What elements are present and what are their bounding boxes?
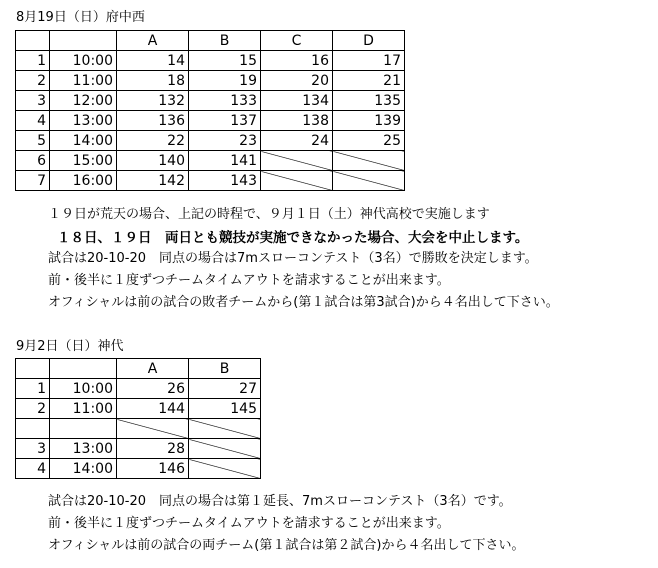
blank-header-cell bbox=[16, 31, 50, 51]
game-number-cell: 28 bbox=[117, 439, 189, 459]
game-number-cell: 15 bbox=[189, 51, 261, 71]
schedule-table-1 bbox=[15, 30, 405, 191]
game-number-cell: 139 bbox=[333, 111, 405, 131]
note-line: 前・後半に１度ずつチームタイムアウトを請求することが出来ます。 bbox=[48, 273, 450, 288]
match-number-cell: 4 bbox=[16, 459, 50, 479]
note-line: 前・後半に１度ずつチームタイムアウトを請求することが出来ます。 bbox=[48, 516, 450, 531]
empty-slashed-cell bbox=[117, 419, 189, 439]
blank-header-cell bbox=[50, 31, 117, 51]
empty-slashed-cell bbox=[261, 151, 333, 171]
game-number-cell: 137 bbox=[189, 111, 261, 131]
game-number-cell: 140 bbox=[117, 151, 189, 171]
table-row bbox=[16, 91, 405, 111]
game-number-cell: 138 bbox=[261, 111, 333, 131]
game-number-cell: 19 bbox=[189, 71, 261, 91]
game-number-cell: 14 bbox=[117, 51, 189, 71]
game-number-cell: 133 bbox=[189, 91, 261, 111]
empty-slashed-cell bbox=[189, 459, 261, 479]
game-number-cell: 25 bbox=[333, 131, 405, 151]
blank-header-cell bbox=[50, 359, 117, 379]
table-row bbox=[16, 71, 405, 91]
time-cell: 11:00 bbox=[50, 71, 117, 91]
time-cell: 13:00 bbox=[50, 111, 117, 131]
column-header: C bbox=[261, 31, 333, 51]
match-number-cell bbox=[16, 419, 50, 439]
match-number-cell: 1 bbox=[16, 379, 50, 399]
empty-slashed-cell bbox=[189, 439, 261, 459]
table-row bbox=[16, 459, 261, 479]
column-header: A bbox=[117, 359, 189, 379]
match-number-cell: 2 bbox=[16, 399, 50, 419]
game-number-cell: 22 bbox=[117, 131, 189, 151]
match-number-cell: 6 bbox=[16, 151, 50, 171]
header-row bbox=[16, 359, 261, 379]
game-number-cell: 144 bbox=[117, 399, 189, 419]
header-row bbox=[16, 31, 405, 51]
match-number-cell: 5 bbox=[16, 131, 50, 151]
schedule-table-2 bbox=[15, 358, 261, 479]
time-cell: 12:00 bbox=[50, 91, 117, 111]
note-line: １８日、１９日 両日とも競技が実施できなかった場合、大会を中止します。 bbox=[57, 230, 529, 246]
note-line: 試合は20-10-20 同点の場合は7mスローコンテスト（3名）で勝敗を決定します。 bbox=[48, 251, 538, 266]
game-number-cell: 23 bbox=[189, 131, 261, 151]
match-number-cell: 1 bbox=[16, 51, 50, 71]
game-number-cell: 27 bbox=[189, 379, 261, 399]
game-number-cell: 145 bbox=[189, 399, 261, 419]
column-header: A bbox=[117, 31, 189, 51]
note-line: オフィシャルは前の試合の敗者チームから(第１試合は第3試合)から４名出して下さい。 bbox=[48, 295, 559, 310]
game-number-cell: 134 bbox=[261, 91, 333, 111]
time-cell: 13:00 bbox=[50, 439, 117, 459]
game-number-cell: 18 bbox=[117, 71, 189, 91]
game-number-cell: 146 bbox=[117, 459, 189, 479]
time-cell bbox=[50, 419, 117, 439]
time-cell: 16:00 bbox=[50, 171, 117, 191]
table-row bbox=[16, 51, 405, 71]
match-number-cell: 3 bbox=[16, 91, 50, 111]
time-cell: 14:00 bbox=[50, 131, 117, 151]
time-cell: 15:00 bbox=[50, 151, 117, 171]
section1-title: 8月19日（日）府中西 bbox=[16, 10, 145, 25]
empty-slashed-cell bbox=[333, 151, 405, 171]
table-row bbox=[16, 131, 405, 151]
game-number-cell: 26 bbox=[117, 379, 189, 399]
game-number-cell: 141 bbox=[189, 151, 261, 171]
time-cell: 14:00 bbox=[50, 459, 117, 479]
game-number-cell: 132 bbox=[117, 91, 189, 111]
note-line: オフィシャルは前の試合の両チーム(第１試合は第２試合)から４名出して下さい。 bbox=[48, 538, 525, 553]
column-header: B bbox=[189, 359, 261, 379]
section2-title: 9月2日（日）神代 bbox=[16, 339, 124, 354]
match-number-cell: 7 bbox=[16, 171, 50, 191]
game-number-cell: 17 bbox=[333, 51, 405, 71]
game-number-cell: 136 bbox=[117, 111, 189, 131]
table-row bbox=[16, 419, 261, 439]
game-number-cell: 24 bbox=[261, 131, 333, 151]
game-number-cell: 16 bbox=[261, 51, 333, 71]
note-line: １９日が荒天の場合、上記の時程で、９月１日（土）神代高校で実施します bbox=[48, 207, 490, 222]
match-number-cell: 2 bbox=[16, 71, 50, 91]
time-cell: 10:00 bbox=[50, 379, 117, 399]
table-row bbox=[16, 111, 405, 131]
match-number-cell: 4 bbox=[16, 111, 50, 131]
empty-slashed-cell bbox=[261, 171, 333, 191]
empty-slashed-cell bbox=[333, 171, 405, 191]
time-cell: 10:00 bbox=[50, 51, 117, 71]
blank-header-cell bbox=[16, 359, 50, 379]
table-row bbox=[16, 399, 261, 419]
match-number-cell: 3 bbox=[16, 439, 50, 459]
game-number-cell: 142 bbox=[117, 171, 189, 191]
game-number-cell: 21 bbox=[333, 71, 405, 91]
table-row bbox=[16, 379, 261, 399]
table-row bbox=[16, 171, 405, 191]
column-header: B bbox=[189, 31, 261, 51]
empty-slashed-cell bbox=[189, 419, 261, 439]
game-number-cell: 143 bbox=[189, 171, 261, 191]
table-row bbox=[16, 151, 405, 171]
time-cell: 11:00 bbox=[50, 399, 117, 419]
column-header: D bbox=[333, 31, 405, 51]
game-number-cell: 20 bbox=[261, 71, 333, 91]
table-row bbox=[16, 439, 261, 459]
note-line: 試合は20-10-20 同点の場合は第１延長、7mスローコンテスト（3名）です。 bbox=[48, 494, 512, 509]
game-number-cell: 135 bbox=[333, 91, 405, 111]
